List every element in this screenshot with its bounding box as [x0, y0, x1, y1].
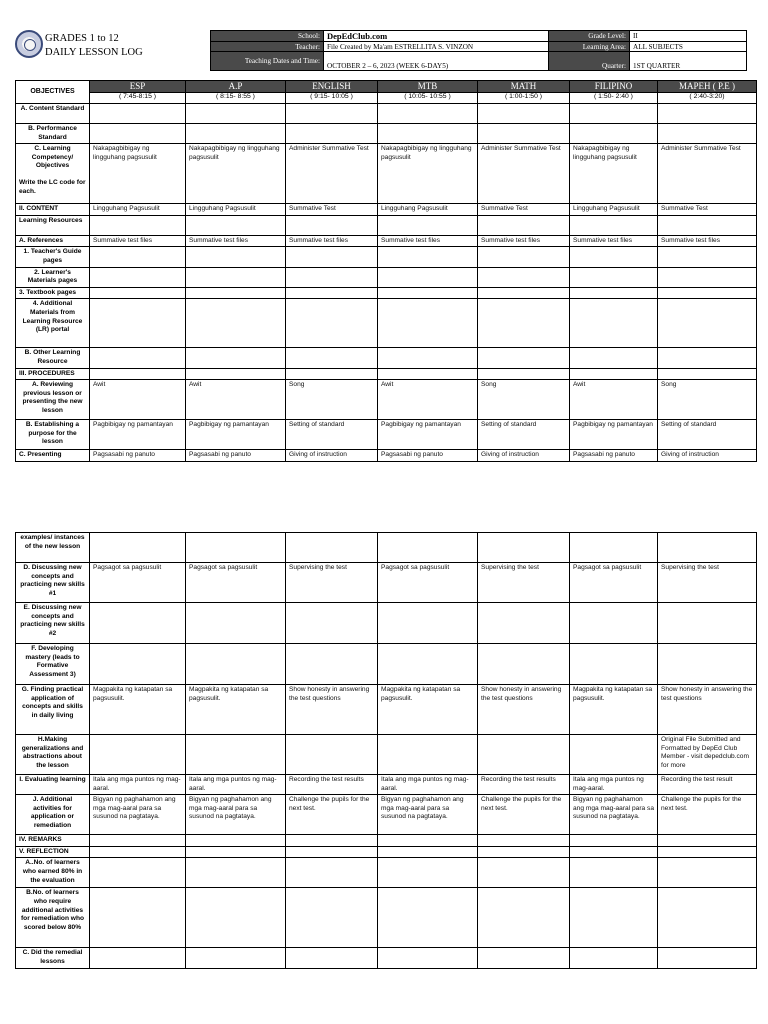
lc-code-note: Write the LC code for each.: [19, 178, 86, 195]
references-cell: Summative test files: [286, 235, 378, 247]
references-cell: Summative test files: [478, 235, 570, 247]
row-label-teachers-guide: 1. Teacher's Guide pages: [16, 247, 90, 267]
establishing-cell: Pagbibigay ng pamantayan: [570, 420, 658, 450]
establishing-cell: Setting of standard: [286, 420, 378, 450]
presenting-cell: Pagsasabi ng panuto: [90, 450, 186, 462]
references-cell: Summative test files: [186, 235, 286, 247]
title-line-1: GRADES 1 to 12: [45, 33, 119, 44]
time-slot: ( 8:15- 8:55 ): [186, 93, 286, 104]
reviewing-cell: Awit: [570, 380, 658, 420]
reviewing-cell: Song: [658, 380, 757, 420]
grade-level-value: II: [630, 31, 747, 42]
row-label-references: A. References: [16, 235, 90, 247]
row-label-additional-materials: 4. Additional Materials from Learning Resource (LR) portal: [16, 299, 90, 348]
header-info-table: [210, 30, 747, 71]
row-label-remarks: IV. REMARKS: [16, 835, 90, 847]
content-cell: Lingguhang Pagsusulit: [570, 204, 658, 216]
row-label-evaluating: I. Evaluating learning: [16, 775, 90, 795]
title-line-2: DAILY LESSON LOG: [45, 47, 143, 58]
evaluating-cell: Itala ang mga puntos ng mag-aaral.: [378, 775, 478, 795]
teacher-value: File Created by Ma'am ESTRELLITA S. VINZON: [324, 42, 549, 52]
additional-activities-cell: Challenge the pupils for the next test.: [658, 795, 757, 835]
evaluating-cell: Recording the test result: [658, 775, 757, 795]
discussing-cell: Pagsagot sa pagsusulit: [186, 563, 286, 603]
row-label-procedures: III. PROCEDURES: [16, 368, 90, 380]
establishing-cell: Pagbibigay ng pamantayan: [378, 420, 478, 450]
references-cell: Summative test files: [90, 235, 186, 247]
document-title: [45, 32, 143, 60]
competency-label: C. Learning Competency/ Objectives: [31, 145, 74, 170]
finding-cell: Magpakita ng katapatan sa pagsusulit.: [90, 685, 186, 735]
school-value: DepEdClub.com: [324, 31, 549, 42]
row-label-presenting: C. Presenting: [16, 450, 90, 462]
establishing-cell: Setting of standard: [658, 420, 757, 450]
subject-header-math: MATH: [478, 81, 570, 93]
finding-cell: Magpakita ng katapatan sa pagsusulit.: [570, 685, 658, 735]
presenting-cell: Pagsasabi ng panuto: [378, 450, 478, 462]
references-cell: Summative test files: [570, 235, 658, 247]
presenting-cell: Pagsasabi ng panuto: [186, 450, 286, 462]
subject-header-esp: ESP: [90, 81, 186, 93]
quarter-label: Quarter:: [549, 52, 630, 71]
row-label-learners-materials: 2. Learner's Materials pages: [16, 267, 90, 287]
source-note: Original File Submitted and Formatted by DepEd Club Member - visit depedclub.com for more: [658, 735, 757, 775]
row-label-require-additional: B.No. of learners who require additional activities for remediation who scored below 80%: [16, 888, 90, 948]
presenting-cell: Giving of instruction: [478, 450, 570, 462]
teacher-label: Teacher:: [211, 42, 324, 52]
teaching-dates-label: Teaching Dates and Time:: [211, 52, 324, 71]
grade-level-label: Grade Level:: [549, 31, 630, 42]
row-label-generalizations: H.Making generalizations and abstractions about the lesson: [16, 735, 90, 775]
row-label-additional-activities: J. Additional activities for application or remediation: [16, 795, 90, 835]
reviewing-cell: Song: [478, 380, 570, 420]
time-slot: ( 2:40-3:20): [658, 93, 757, 104]
row-label-learning-resources: Learning Resources: [16, 215, 90, 235]
references-cell: Summative test files: [378, 235, 478, 247]
teaching-dates-value: OCTOBER 2 – 6, 2023 (WEEK 6-DAY5): [324, 52, 549, 71]
lesson-log-table-part-2: [15, 532, 757, 969]
competency-cell: Nakapagbibigay ng lingguhang pagsusulit: [378, 144, 478, 204]
row-label-discussing-1: D. Discussing new concepts and practicing new skills #1: [16, 563, 90, 603]
time-slot: ( 7:45-8:15 ): [90, 93, 186, 104]
competency-cell: Administer Summative Test: [658, 144, 757, 204]
establishing-cell: Setting of standard: [478, 420, 570, 450]
row-label-establishing: B. Establishing a purpose for the lesson: [16, 420, 90, 450]
discussing-cell: Supervising the test: [658, 563, 757, 603]
quarter-value: 1ST QUARTER: [630, 52, 747, 71]
references-cell: Summative test files: [658, 235, 757, 247]
finding-cell: Show honesty in answering the test questions: [658, 685, 757, 735]
school-label: School:: [211, 31, 324, 42]
time-slot: ( 1:00-1:50 ): [478, 93, 570, 104]
learning-area-label: Learning Area:: [549, 42, 630, 52]
competency-cell: Nakapagbibigay ng lingguhang pagsusulit: [90, 144, 186, 204]
presenting-cell: Pagsasabi ng panuto: [570, 450, 658, 462]
establishing-cell: Pagbibigay ng pamantayan: [90, 420, 186, 450]
subject-header-filipino: FILIPINO: [570, 81, 658, 93]
time-slot: ( 10:05- 10:55 ): [378, 93, 478, 104]
subject-header-mtb: MTB: [378, 81, 478, 93]
reviewing-cell: Awit: [186, 380, 286, 420]
evaluating-cell: Recording the test results: [286, 775, 378, 795]
finding-cell: Magpakita ng katapatan sa pagsusulit.: [378, 685, 478, 735]
lesson-log-table-part-1: [15, 80, 757, 462]
objectives-header: OBJECTIVES: [16, 81, 90, 104]
content-cell: Summative Test: [478, 204, 570, 216]
evaluating-cell: Itala ang mga puntos ng mag-aaral.: [570, 775, 658, 795]
row-label-did-remedial: C. Did the remedial lessons: [16, 948, 90, 968]
content-cell: Summative Test: [286, 204, 378, 216]
content-cell: Lingguhang Pagsusulit: [90, 204, 186, 216]
additional-activities-cell: Bigyan ng paghahamon ang mga mag-aaral para sa susunod na pagtataya.: [378, 795, 478, 835]
learning-area-value: ALL SUBJECTS: [630, 42, 747, 52]
finding-cell: Show honesty in answering the test questions: [478, 685, 570, 735]
evaluating-cell: Recording the test results: [478, 775, 570, 795]
competency-cell: Nakapagbibigay ng lingguhang pagsusulit: [186, 144, 286, 204]
deped-seal-icon: [15, 30, 43, 58]
row-label-content: II. CONTENT: [16, 204, 90, 216]
additional-activities-cell: Bigyan ng paghahamon ang mga mag-aaral para sa susunod na pagtataya.: [90, 795, 186, 835]
competency-cell: Nakapagbibigay ng lingguhang pagsusulit: [570, 144, 658, 204]
row-label-presenting-continued: examples/ instances of the new lesson: [16, 533, 90, 563]
finding-cell: Magpakita ng katapatan sa pagsusulit.: [186, 685, 286, 735]
presenting-cell: Giving of instruction: [286, 450, 378, 462]
content-cell: Lingguhang Pagsusulit: [378, 204, 478, 216]
row-label-other-resources: B. Other Learning Resource: [16, 348, 90, 368]
row-label-developing-mastery: F. Developing mastery (leads to Formative Assessment 3): [16, 644, 90, 685]
discussing-cell: Supervising the test: [286, 563, 378, 603]
presenting-cell: Giving of instruction: [658, 450, 757, 462]
subject-header-mapeh: MAPEH ( P.E ): [658, 81, 757, 93]
discussing-cell: Pagsagot sa pagsusulit: [378, 563, 478, 603]
discussing-cell: Pagsagot sa pagsusulit: [90, 563, 186, 603]
subject-header-ap: A.P: [186, 81, 286, 93]
row-label-discussing-2: E. Discussing new concepts and practicing new skills #2: [16, 603, 90, 644]
additional-activities-cell: Bigyan ng paghahamon ang mga mag-aaral para sa susunod na pagtataya.: [570, 795, 658, 835]
content-cell: Lingguhang Pagsusulit: [186, 204, 286, 216]
row-label-reviewing: A. Reviewing previous lesson or presenting the new lesson: [16, 380, 90, 420]
reviewing-cell: Awit: [90, 380, 186, 420]
establishing-cell: Pagbibigay ng pamantayan: [186, 420, 286, 450]
evaluating-cell: Itala ang mga puntos ng mag-aaral.: [186, 775, 286, 795]
row-label-learning-competency: [16, 144, 90, 204]
time-slot: ( 1:50- 2:40 ): [570, 93, 658, 104]
row-label-finding-application: G. Finding practical application of concepts and skills in daily living: [16, 685, 90, 735]
finding-cell: Show honesty in answering the test questions: [286, 685, 378, 735]
document-header: [15, 30, 756, 72]
row-label-earned-80: A..No. of learners who earned 80% in the evaluation: [16, 858, 90, 888]
row-label-textbook: 3. Textbook pages: [16, 287, 90, 299]
competency-cell: Administer Summative Test: [478, 144, 570, 204]
reviewing-cell: Awit: [378, 380, 478, 420]
competency-cell: Administer Summative Test: [286, 144, 378, 204]
discussing-cell: Supervising the test: [478, 563, 570, 603]
additional-activities-cell: Bigyan ng paghahamon ang mga mag-aaral para sa susunod na pagtataya.: [186, 795, 286, 835]
row-label-content-standard: A. Content Standard: [16, 104, 90, 124]
row-label-performance-standard: B. Performance Standard: [16, 124, 90, 144]
discussing-cell: Pagsagot sa pagsusulit: [570, 563, 658, 603]
time-slot: ( 9:15- 10:05 ): [286, 93, 378, 104]
additional-activities-cell: Challenge the pupils for the next test.: [478, 795, 570, 835]
additional-activities-cell: Challenge the pupils for the next test.: [286, 795, 378, 835]
subject-header-english: ENGLISH: [286, 81, 378, 93]
evaluating-cell: Itala ang mga puntos ng mag-aaral.: [90, 775, 186, 795]
row-label-reflection: V. REFLECTION: [16, 846, 90, 858]
reviewing-cell: Song: [286, 380, 378, 420]
content-cell: Summative Test: [658, 204, 757, 216]
